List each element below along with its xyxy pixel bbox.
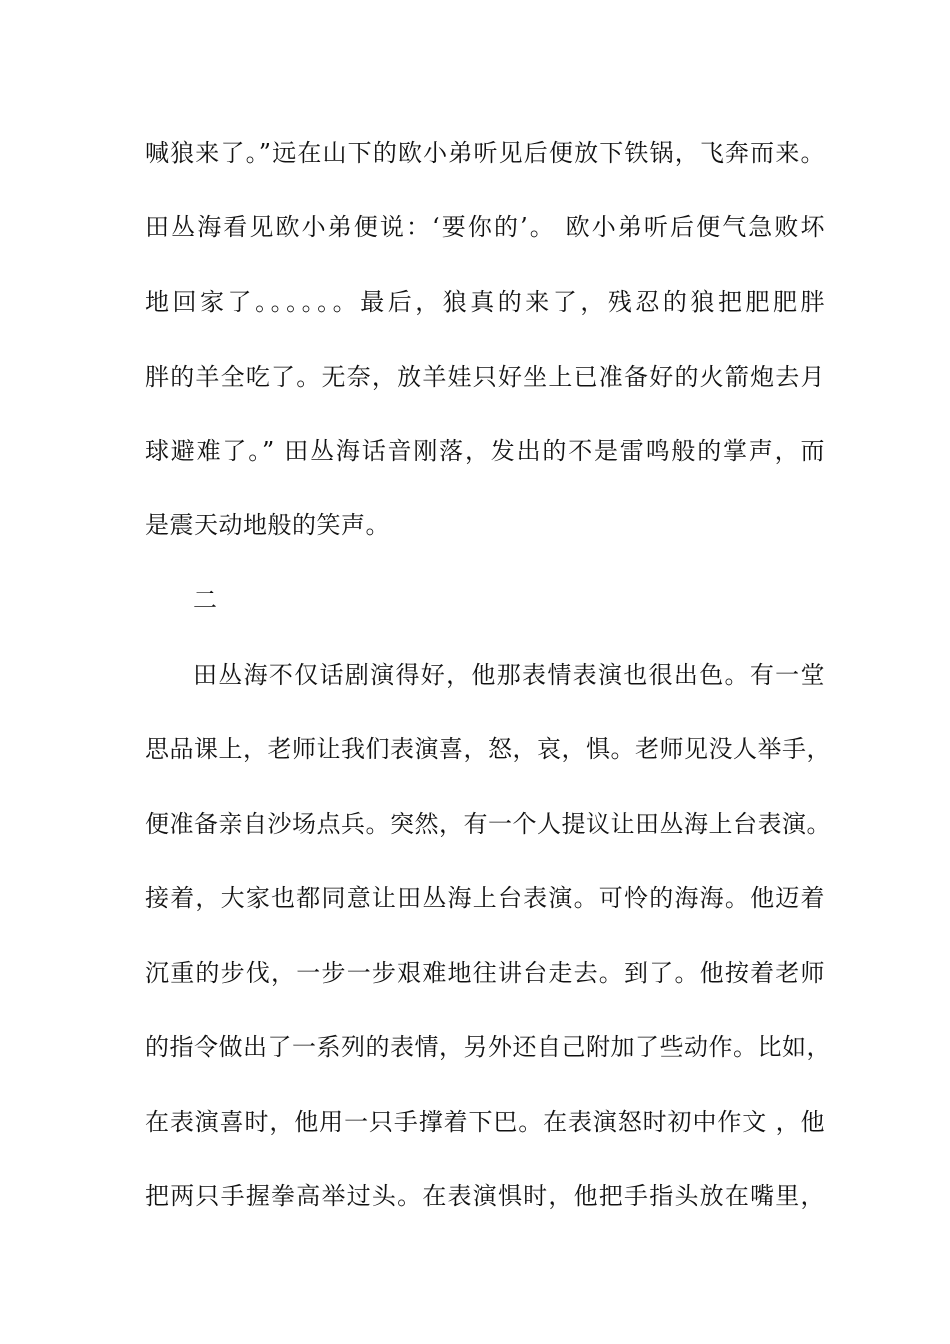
text-line-13: 的指令做出了一系列的表情，另外还自己附加了些动作。比如，	[145, 1033, 831, 1061]
text-line-1: 喊狼来了。”远在山下的欧小弟听见后便放下铁锅，飞奔而来。	[145, 139, 825, 167]
text-line-10: 便准备亲自沙场点兵。突然，有一个人提议让田丛海上台表演。	[145, 810, 831, 838]
text-line-12: 沉重的步伐，一步一步艰难地往讲台走去。到了。他按着老师	[145, 959, 825, 987]
text-line-3: 地回家了。。。。。。最后，狼真的来了，残忍的狼把肥肥胖	[145, 288, 825, 316]
text-line-11: 接着，大家也都同意让田丛海上台表演。可怜的海海。他迈着	[145, 884, 825, 912]
text-line-4: 胖的羊全吃了。无奈，放羊娃只好坐上已准备好的火箭炮去月	[145, 363, 825, 391]
section-heading: 二	[193, 586, 218, 614]
text-line-8: 田丛海不仅话剧演得好，他那表情表演也很出色。有一堂	[193, 661, 825, 689]
text-line-5: 球避难了。” 田丛海话音刚落，发出的不是雷鸣般的掌声，而	[145, 437, 825, 465]
text-line-9: 思品课上，老师让我们表演喜，怒，哀，惧。老师见没人举手，	[145, 735, 831, 763]
text-line-6: 是震天动地般的笑声。	[145, 511, 390, 539]
text-line-2: 田丛海看见欧小弟便说：‘要你的’。 欧小弟听后便气急败坏	[145, 213, 825, 241]
text-line-15: 把两只手握拳高举过头。在表演惧时，他把手指头放在嘴里，	[145, 1182, 825, 1210]
text-line-14: 在表演喜时，他用一只手撑着下巴。在表演怒时初中作文 ，他	[145, 1108, 825, 1136]
